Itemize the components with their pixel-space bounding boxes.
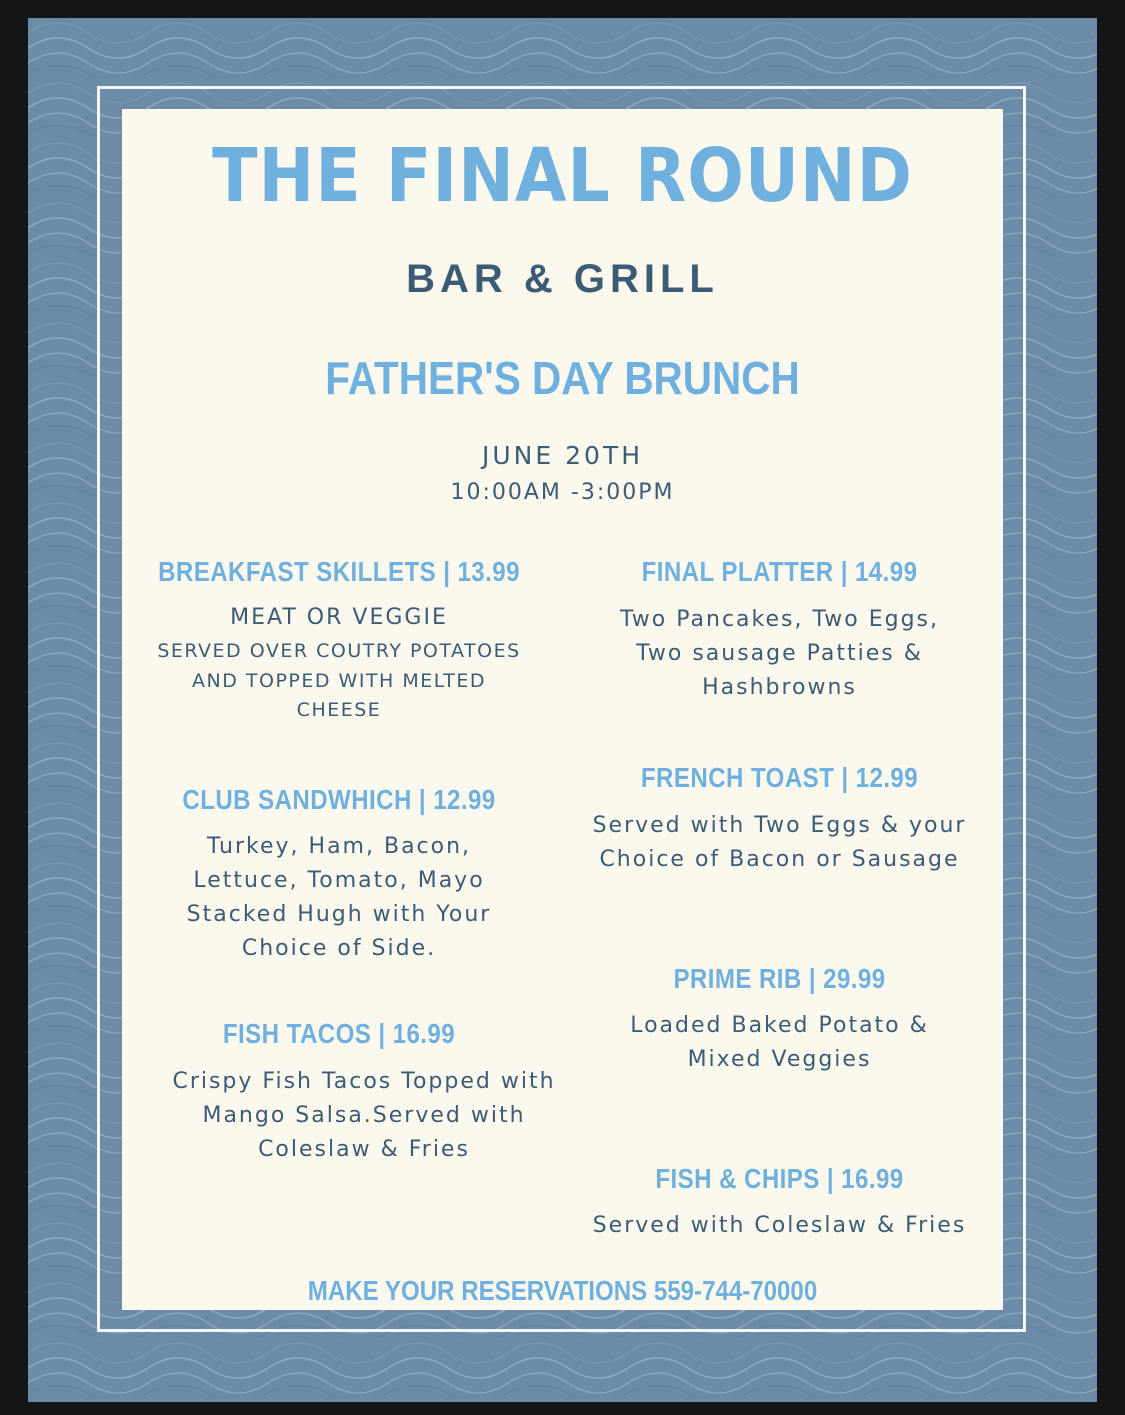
french-toast-line: Choice of Bacon or Sausage <box>599 847 960 872</box>
french-toast-heading: FRENCH TOAST | 12.99 <box>640 762 919 793</box>
event-date: JUNE 20TH <box>482 441 643 470</box>
breakfast-skillets-line: MEAT OR VEGGIE <box>230 605 448 630</box>
french-toast-line: Served with Two Eggs & your <box>592 813 967 838</box>
club-sandwich-line: Stacked Hugh with Your <box>186 902 492 927</box>
reservations-footer: MAKE YOUR RESERVATIONS 559-744-70000 <box>307 1275 818 1306</box>
fish-tacos-line: Crispy Fish Tacos Topped with <box>172 1069 556 1094</box>
final-platter-line: Two Pancakes, Two Eggs, <box>620 607 939 632</box>
breakfast-skillets-line: AND TOPPED WITH MELTED <box>192 670 486 692</box>
prime-rib-line: Mixed Veggies <box>687 1047 872 1072</box>
club-sandwich-line: Turkey, Ham, Bacon, <box>206 834 472 859</box>
breakfast-skillets-line: SERVED OVER COUTRY POTATOES <box>157 640 521 662</box>
final-platter-line: Hashbrowns <box>702 675 857 700</box>
prime-rib-heading: PRIME RIB | 29.99 <box>673 963 886 994</box>
final-platter-line: Two sausage Patties & <box>636 641 923 666</box>
menu-card <box>122 109 1003 1310</box>
club-sandwich-line: Choice of Side. <box>241 936 437 961</box>
event-title: FATHER'S DAY BRUNCH <box>325 352 800 404</box>
breakfast-skillets-heading: BREAKFAST SKILLETS | 13.99 <box>158 556 520 587</box>
restaurant-title: THE FINAL ROUND <box>212 133 913 219</box>
club-sandwich-heading: CLUB SANDWHICH | 12.99 <box>182 784 496 815</box>
fish-tacos-line: Mango Salsa.Served with <box>202 1103 526 1128</box>
final-platter-heading: FINAL PLATTER | 14.99 <box>641 556 918 587</box>
restaurant-subtitle: BAR & GRILL <box>406 257 719 301</box>
event-time: 10:00AM -3:00PM <box>450 480 675 505</box>
menu-poster <box>28 18 1097 1402</box>
fish-chips-line: Served with Coleslaw & Fries <box>592 1213 967 1238</box>
fish-chips-heading: FISH & CHIPS | 16.99 <box>655 1163 904 1194</box>
club-sandwich-line: Lettuce, Tomato, Mayo <box>193 868 485 893</box>
breakfast-skillets-line: CHEESE <box>296 699 382 721</box>
fish-tacos-line: Coleslaw & Fries <box>258 1137 470 1162</box>
fish-tacos-heading: FISH TACOS | 16.99 <box>222 1018 456 1049</box>
prime-rib-line: Loaded Baked Potato & <box>630 1013 929 1038</box>
